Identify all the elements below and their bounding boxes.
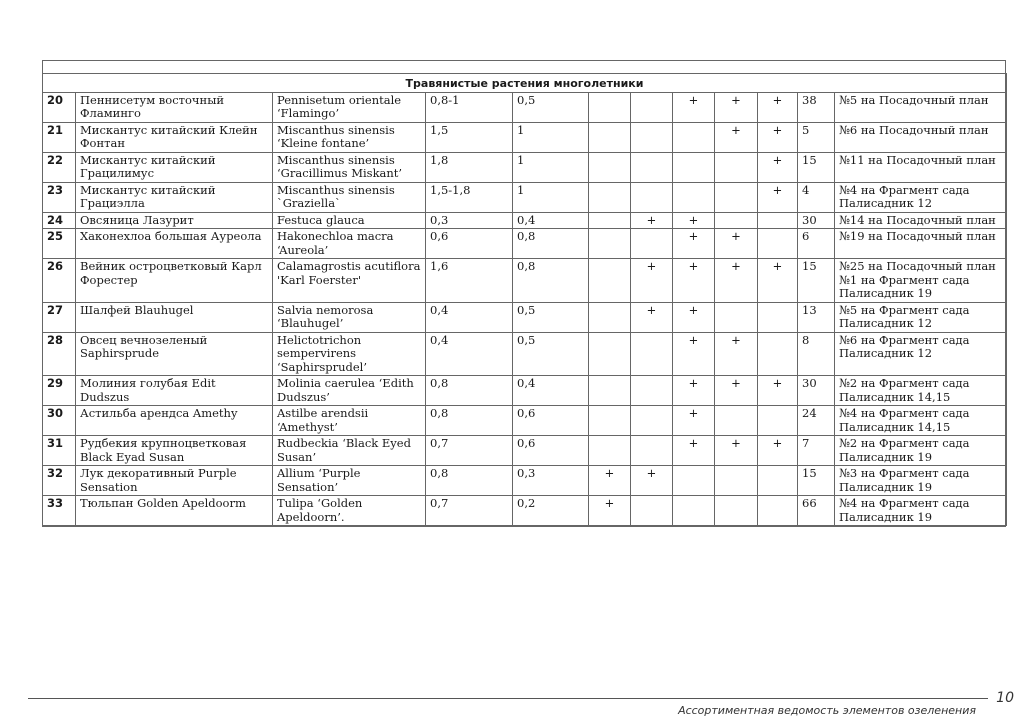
plan-reference: №5 на Посадочный план xyxy=(835,92,1007,122)
mark-col-2: + xyxy=(631,466,673,496)
mark-col-5: + xyxy=(758,122,798,152)
plant-name-latin: Festuca glauca xyxy=(273,212,426,229)
table-row xyxy=(43,406,1007,436)
mark-col-4 xyxy=(715,496,758,526)
mark-col-2 xyxy=(631,122,673,152)
table-row xyxy=(43,436,1007,466)
plant-name-latin: Molinia caerulea ‘Edith Dudszus’ xyxy=(273,376,426,406)
page-number: 10 xyxy=(996,690,1014,706)
row-number: 23 xyxy=(43,182,76,212)
mark-col-2 xyxy=(631,496,673,526)
plant-height: 1,5-1,8 xyxy=(426,182,513,212)
mark-col-5 xyxy=(758,302,798,332)
mark-col-4: + xyxy=(715,122,758,152)
table-row xyxy=(43,122,1007,152)
plant-width: 0,5 xyxy=(513,332,589,376)
plant-quantity: 7 xyxy=(798,436,835,466)
mark-col-1 xyxy=(589,229,631,259)
plant-height: 1,8 xyxy=(426,152,513,182)
plant-name-latin: Helictotrichon sempervirens ‘Saphirsprudel’ xyxy=(273,332,426,376)
plant-quantity: 4 xyxy=(798,182,835,212)
table-row xyxy=(43,302,1007,332)
plant-height: 1,6 xyxy=(426,259,513,303)
plant-name-ru: Рудбекия крупноцветковая Black Eyad Susan xyxy=(76,436,273,466)
mark-col-3: + xyxy=(673,212,715,229)
mark-col-4: + xyxy=(715,436,758,466)
plant-quantity: 30 xyxy=(798,376,835,406)
plant-width: 0,8 xyxy=(513,259,589,303)
section-title: Травянистые растения многолетники xyxy=(43,74,1007,93)
plant-width: 0,2 xyxy=(513,496,589,526)
plan-reference: №4 на Фрагмент сада Палисадник 14,15 xyxy=(835,406,1007,436)
plant-name-latin: Astilbe arendsii ‘Amethyst’ xyxy=(273,406,426,436)
mark-col-3: + xyxy=(673,406,715,436)
row-number: 22 xyxy=(43,152,76,182)
plant-name-ru: Мискантус китайский Грациэлла xyxy=(76,182,273,212)
plant-name-latin: Miscanthus sinensis ‘Kleine fontane’ xyxy=(273,122,426,152)
plant-width: 0,5 xyxy=(513,92,589,122)
mark-col-4 xyxy=(715,182,758,212)
footer-divider xyxy=(28,698,988,699)
plant-width: 0,3 xyxy=(513,466,589,496)
plant-name-latin: Allium ‘Purple Sensation’ xyxy=(273,466,426,496)
mark-col-1 xyxy=(589,212,631,229)
plant-quantity: 8 xyxy=(798,332,835,376)
row-number: 25 xyxy=(43,229,76,259)
row-number: 30 xyxy=(43,406,76,436)
plant-width: 1 xyxy=(513,152,589,182)
mark-col-2 xyxy=(631,92,673,122)
plant-schedule-table xyxy=(42,73,1007,526)
table-row xyxy=(43,152,1007,182)
plan-reference: №25 на Посадочный план №1 на Фрагмент сада Палисадник 19 xyxy=(835,259,1007,303)
row-number: 24 xyxy=(43,212,76,229)
plant-name-latin: Tulipa ‘Golden Apeldoorn’. xyxy=(273,496,426,526)
mark-col-4 xyxy=(715,466,758,496)
plant-width: 0,6 xyxy=(513,436,589,466)
mark-col-1 xyxy=(589,182,631,212)
section-header-row xyxy=(43,74,1007,93)
mark-col-5 xyxy=(758,496,798,526)
mark-col-5: + xyxy=(758,259,798,303)
plant-name-ru: Овсяница Лазурит xyxy=(76,212,273,229)
mark-col-1 xyxy=(589,122,631,152)
plan-reference: №2 на Фрагмент сада Палисадник 14,15 xyxy=(835,376,1007,406)
plan-reference: №6 на Посадочный план xyxy=(835,122,1007,152)
plant-name-latin: Miscanthus sinensis `Graziella` xyxy=(273,182,426,212)
plant-quantity: 38 xyxy=(798,92,835,122)
plant-quantity: 66 xyxy=(798,496,835,526)
mark-col-1 xyxy=(589,92,631,122)
mark-col-2 xyxy=(631,376,673,406)
mark-col-3: + xyxy=(673,229,715,259)
table-row xyxy=(43,376,1007,406)
plant-quantity: 13 xyxy=(798,302,835,332)
mark-col-1: + xyxy=(589,466,631,496)
plant-width: 0,4 xyxy=(513,376,589,406)
plant-name-latin: Salvia nemorosa ‘Blauhugel’ xyxy=(273,302,426,332)
mark-col-2: + xyxy=(631,212,673,229)
mark-col-2: + xyxy=(631,302,673,332)
mark-col-4: + xyxy=(715,92,758,122)
plant-name-latin: Miscanthus sinensis ‘Gracillimus Miskant’ xyxy=(273,152,426,182)
row-number: 26 xyxy=(43,259,76,303)
plant-quantity: 6 xyxy=(798,229,835,259)
mark-col-3: + xyxy=(673,259,715,303)
row-number: 32 xyxy=(43,466,76,496)
table-row xyxy=(43,212,1007,229)
plan-reference: №11 на Посадочный план xyxy=(835,152,1007,182)
plan-reference: №5 на Фрагмент сада Палисадник 12 xyxy=(835,302,1007,332)
row-number: 20 xyxy=(43,92,76,122)
row-number: 31 xyxy=(43,436,76,466)
plan-reference: №4 на Фрагмент сада Палисадник 12 xyxy=(835,182,1007,212)
row-number: 28 xyxy=(43,332,76,376)
plant-height: 0,7 xyxy=(426,496,513,526)
plant-name-ru: Астильба арендса Amethy xyxy=(76,406,273,436)
plant-width: 1 xyxy=(513,182,589,212)
row-number: 21 xyxy=(43,122,76,152)
plant-width: 0,6 xyxy=(513,406,589,436)
plant-width: 0,4 xyxy=(513,212,589,229)
plant-name-latin: Calamagrostis acutiflora 'Karl Foerster' xyxy=(273,259,426,303)
table-row xyxy=(43,466,1007,496)
plant-height: 0,8-1 xyxy=(426,92,513,122)
plant-name-latin: Hakonechloa macra ‘Aureola’ xyxy=(273,229,426,259)
plant-width: 1 xyxy=(513,122,589,152)
mark-col-3 xyxy=(673,466,715,496)
plant-name-ru: Шалфей Blauhugel xyxy=(76,302,273,332)
mark-col-5: + xyxy=(758,182,798,212)
plant-name-ru: Мискантус китайский Грацилимус xyxy=(76,152,273,182)
plant-height: 0,8 xyxy=(426,376,513,406)
plant-height: 0,8 xyxy=(426,466,513,496)
mark-col-5: + xyxy=(758,152,798,182)
mark-col-4: + xyxy=(715,259,758,303)
plan-reference: №14 на Посадочный план xyxy=(835,212,1007,229)
row-number: 29 xyxy=(43,376,76,406)
plant-name-ru: Овсец вечнозеленый Saphirsprude xyxy=(76,332,273,376)
mark-col-2 xyxy=(631,332,673,376)
mark-col-4 xyxy=(715,302,758,332)
plant-name-ru: Тюльпан Golden Apeldoorm xyxy=(76,496,273,526)
table-row xyxy=(43,229,1007,259)
mark-col-4 xyxy=(715,212,758,229)
plant-height: 0,8 xyxy=(426,406,513,436)
mark-col-1: + xyxy=(589,496,631,526)
mark-col-4 xyxy=(715,406,758,436)
mark-col-2 xyxy=(631,182,673,212)
plant-height: 0,6 xyxy=(426,229,513,259)
row-number: 27 xyxy=(43,302,76,332)
mark-col-1 xyxy=(589,436,631,466)
mark-col-5: + xyxy=(758,376,798,406)
mark-col-1 xyxy=(589,259,631,303)
mark-col-5 xyxy=(758,212,798,229)
mark-col-1 xyxy=(589,302,631,332)
mark-col-4: + xyxy=(715,332,758,376)
mark-col-5: + xyxy=(758,436,798,466)
plant-name-ru: Лук декоративный Purple Sensation xyxy=(76,466,273,496)
mark-col-5 xyxy=(758,466,798,496)
plant-name-latin: Rudbeckia ‘Black Eyed Susan’ xyxy=(273,436,426,466)
plant-name-ru: Вейник остроцветковый Карл Форестер xyxy=(76,259,273,303)
mark-col-5 xyxy=(758,406,798,436)
footer-document-title: Ассортиментная ведомость элементов озеленения xyxy=(678,704,976,717)
plan-reference: №4 на Фрагмент сада Палисадник 19 xyxy=(835,496,1007,526)
mark-col-3: + xyxy=(673,92,715,122)
mark-col-3 xyxy=(673,122,715,152)
plan-reference: №2 на Фрагмент сада Палисадник 19 xyxy=(835,436,1007,466)
mark-col-1 xyxy=(589,376,631,406)
plant-name-ru: Молиния голубая Edit Dudszus xyxy=(76,376,273,406)
plant-quantity: 24 xyxy=(798,406,835,436)
row-number: 33 xyxy=(43,496,76,526)
mark-col-2 xyxy=(631,436,673,466)
mark-col-3: + xyxy=(673,302,715,332)
plant-width: 0,8 xyxy=(513,229,589,259)
mark-col-5 xyxy=(758,229,798,259)
mark-col-3 xyxy=(673,182,715,212)
mark-col-2: + xyxy=(631,259,673,303)
mark-col-3: + xyxy=(673,436,715,466)
plant-quantity: 15 xyxy=(798,259,835,303)
mark-col-3: + xyxy=(673,332,715,376)
mark-col-2 xyxy=(631,406,673,436)
table-row xyxy=(43,332,1007,376)
table-row xyxy=(43,496,1007,526)
plant-name-ru: Мискантус китайский Клейн Фонтан xyxy=(76,122,273,152)
mark-col-4 xyxy=(715,152,758,182)
plant-height: 1,5 xyxy=(426,122,513,152)
plant-height: 0,3 xyxy=(426,212,513,229)
table-row xyxy=(43,92,1007,122)
plant-name-ru: Пеннисетум восточный Фламинго xyxy=(76,92,273,122)
mark-col-5 xyxy=(758,332,798,376)
mark-col-2 xyxy=(631,152,673,182)
mark-col-1 xyxy=(589,406,631,436)
plant-height: 0,4 xyxy=(426,332,513,376)
plant-quantity: 15 xyxy=(798,152,835,182)
mark-col-1 xyxy=(589,152,631,182)
plant-name-ru: Хаконехлоа большая Аурeола xyxy=(76,229,273,259)
plan-reference: №3 на Фрагмент сада Палисадник 19 xyxy=(835,466,1007,496)
mark-col-2 xyxy=(631,229,673,259)
plant-height: 0,4 xyxy=(426,302,513,332)
mark-col-4: + xyxy=(715,229,758,259)
mark-col-3 xyxy=(673,152,715,182)
mark-col-3 xyxy=(673,496,715,526)
plan-reference: №19 на Посадочный план xyxy=(835,229,1007,259)
plant-quantity: 5 xyxy=(798,122,835,152)
mark-col-4: + xyxy=(715,376,758,406)
plant-width: 0,5 xyxy=(513,302,589,332)
plan-reference: №6 на Фрагмент сада Палисадник 12 xyxy=(835,332,1007,376)
mark-col-1 xyxy=(589,332,631,376)
plant-height: 0,7 xyxy=(426,436,513,466)
plant-quantity: 15 xyxy=(798,466,835,496)
plant-name-latin: Pennisetum orientale ‘Flamingo’ xyxy=(273,92,426,122)
mark-col-5: + xyxy=(758,92,798,122)
table-row xyxy=(43,182,1007,212)
mark-col-3: + xyxy=(673,376,715,406)
table-row xyxy=(43,259,1007,303)
plant-quantity: 30 xyxy=(798,212,835,229)
